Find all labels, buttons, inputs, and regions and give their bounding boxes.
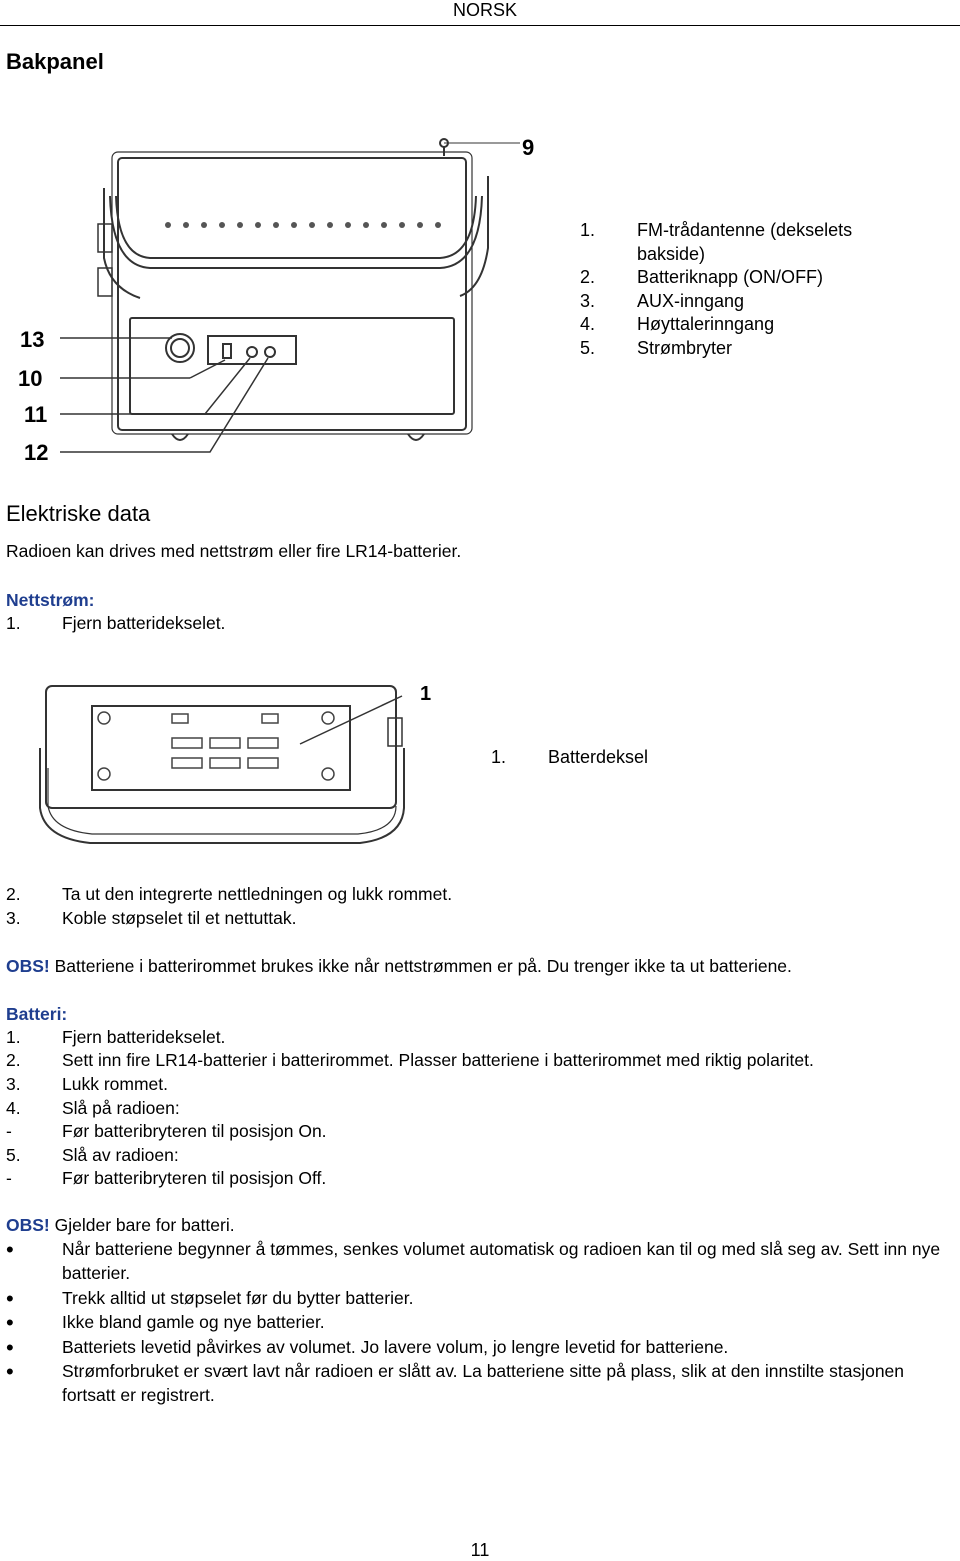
cover-legend: 1. Batterdeksel: [491, 747, 649, 767]
battery-cover-diagram: [30, 678, 440, 858]
header-rule: [0, 25, 960, 26]
back-panel-title: Bakpanel: [6, 49, 104, 74]
electrical-title: Elektriske data: [6, 501, 151, 526]
bullet-item: • Strømforbruket er svært lavt når radioen er slått av. La batteriene sitte på plass, slik at den innstilte stasjonen fortsatt er registrert.: [6, 1360, 956, 1407]
callout-9: 9: [522, 135, 535, 160]
bullet-icon: [6, 1238, 62, 1285]
battery-step: 3. Lukk rommet.: [6, 1074, 168, 1094]
legend-item: 4. Høyttalerinngang: [580, 314, 775, 334]
battery-step: 4. Slå på radioen:: [6, 1098, 180, 1118]
bullet-icon: [6, 1336, 62, 1362]
note-obs: OBS! Batteriene i batterirommet brukes ikke når nettstrømmen er på. Du trenger ikke ta ut batteriene.: [6, 956, 792, 976]
legend-item-continuation: bakside): [637, 243, 706, 264]
mains-step: 2. Ta ut den integrerte nettledningen og lukk rommet.: [6, 884, 453, 904]
header-language: NORSK: [452, 0, 517, 20]
callout-11: 11: [24, 402, 48, 427]
callout-12: 12: [24, 440, 49, 465]
legend-item: 1. FM-trådantenne (dekselets: [580, 220, 853, 240]
battery-step: 5. Slå av radioen:: [6, 1145, 179, 1165]
bullet-item: • Trekk alltid ut støpselet før du bytter batterier.: [6, 1287, 956, 1313]
note-obs-battery: OBS! Gjelder bare for batteri.: [6, 1215, 235, 1235]
mains-heading: Nettstrøm:: [6, 590, 95, 610]
battery-step: 1. Fjern batteridekselet.: [6, 1027, 226, 1047]
battery-substep: - Før batteribryteren til posisjon On.: [6, 1121, 327, 1141]
cover-callout-1: 1: [420, 683, 432, 705]
legend-item: 3. AUX-inngang: [580, 290, 745, 311]
battery-substep: - Før batteribryteren til posisjon Off.: [6, 1168, 327, 1188]
bullet-item: • Batteriets levetid påvirkes av volumet. Jo lavere volum, jo lengre levetid for batteriene.: [6, 1336, 956, 1362]
battery-heading: Batteri:: [6, 1004, 68, 1024]
callout-10: 10: [18, 366, 43, 391]
bullet-icon: [6, 1311, 62, 1337]
bullet-item: • Ikke bland gamle og nye batterier.: [6, 1311, 956, 1337]
back-panel-legend: [580, 219, 852, 360]
legend-item: 2. Batteriknapp (ON/OFF): [580, 267, 824, 287]
bullet-icon: [6, 1287, 62, 1313]
page-number: 11: [470, 1540, 490, 1560]
electrical-intro: Radioen kan drives med nettstrøm eller fire LR14-batterier.: [6, 541, 462, 561]
battery-step: 2. Sett inn fire LR14-batterier i batterirommet. Plasser batteriene i batterirommet med riktig polaritet.: [6, 1050, 814, 1070]
bullet-item: • Når batteriene begynner å tømmes, senkes volumet automatisk og radioen kan til og med slå seg av. Sett inn nye batterier.: [6, 1238, 956, 1285]
back-panel-diagram: [0, 128, 560, 468]
mains-step: 3. Koble støpselet til et nettuttak.: [6, 908, 297, 928]
mains-step: 1. Fjern batteridekselet.: [6, 613, 226, 633]
bullet-icon: [6, 1360, 62, 1407]
callout-13: 13: [20, 327, 45, 352]
legend-item: 5. Strømbryter: [580, 337, 733, 358]
